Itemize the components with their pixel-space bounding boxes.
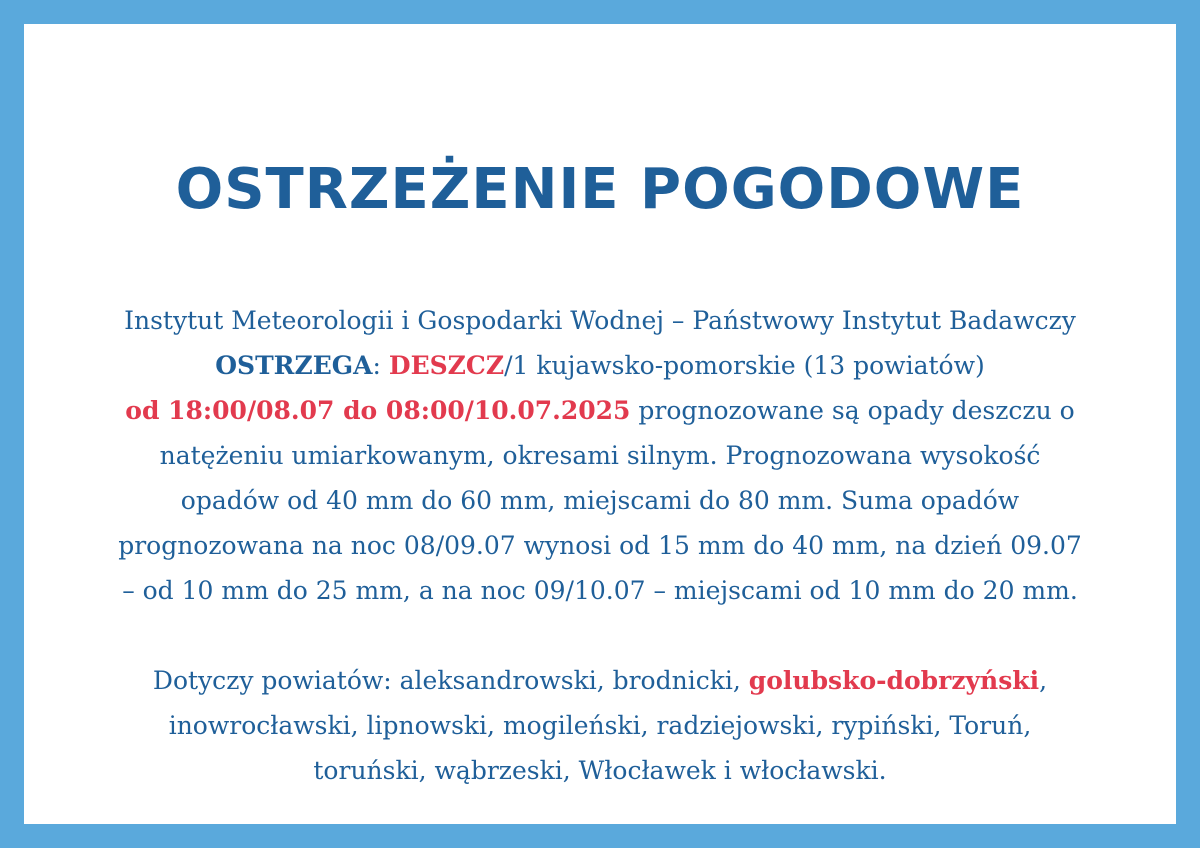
district-comma: , [1039, 666, 1048, 695]
description-line-1: natężeniu umiarkowanym, okresami silnym. Prognozowana wysokość [159, 441, 1041, 470]
period-highlight: od 18:00/08.07 do 08:00/10.07.2025 [125, 396, 631, 425]
description-line-2: opadów od 40 mm do 60 mm, miejscami do 80 mm. Suma opadów [180, 486, 1020, 515]
district-highlight: golubsko-dobrzyński [748, 666, 1040, 695]
districts-line-3: toruński, wąbrzeski, Włocławek i włocławski. [313, 756, 887, 785]
period-line-rest: prognozowane są opady deszczu o [630, 396, 1075, 425]
districts-line-1 [24, 658, 1176, 703]
warns-label: OSTRZEGA [215, 351, 373, 380]
warning-type-line [24, 343, 1176, 388]
districts-line-2: inowrocławski, lipnowski, mogileński, radziejowski, rypiński, Toruń, [168, 711, 1032, 740]
warning-card [24, 24, 1176, 824]
description-line-4: – od 10 mm do 25 mm, a na noc 09/10.07 – miejscami od 10 mm do 20 mm. [122, 576, 1078, 605]
page-title: OSTRZEŻENIE POGODOWE [175, 157, 1025, 222]
description-line-3: prognozowana na noc 08/09.07 wynosi od 15 mm do 40 mm, na dzień 09.07 [118, 531, 1082, 560]
paragraph-spacer [24, 613, 1176, 658]
colon-separator: : [372, 351, 389, 380]
issuer-line: Instytut Meteorologii i Gospodarki Wodnej – Państwowy Instytut Badawczy [124, 306, 1076, 335]
warning-body [24, 298, 1176, 793]
level-region-text: /1 kujawsko-pomorskie (13 powiatów) [504, 351, 985, 380]
phenomenon-label: DESZCZ [388, 351, 505, 380]
period-line [24, 388, 1176, 433]
districts-intro: Dotyczy powiatów: aleksandrowski, brodnicki, [152, 666, 749, 695]
